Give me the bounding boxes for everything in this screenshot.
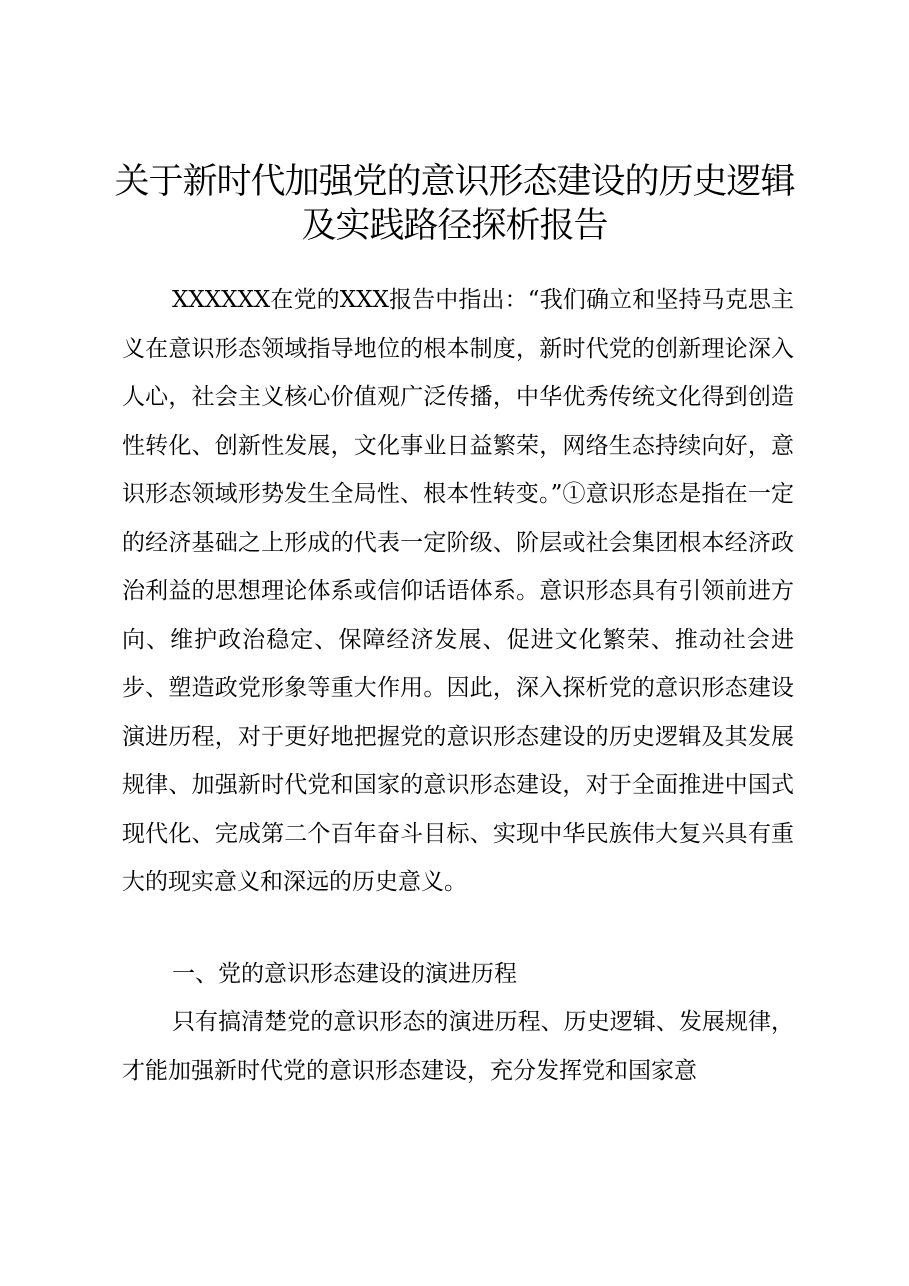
document-title: [0, 160, 909, 248]
title-line-2: 及实践路径探析报告: [301, 206, 608, 246]
section-heading-1: 一、党的意识形态建设的演进历程: [172, 961, 517, 987]
title-line-1: 关于新时代加强党的意识形态建设的历史逻辑: [114, 162, 795, 202]
section-1-paragraph: 只有搞清楚党的意识形态的演进历程、历史逻辑、发展规律，才能加强新时代党的意识形态建设，充分发挥党和国家意: [122, 1009, 794, 1084]
intro-paragraph: XXXXXX在党的XXX报告中指出：“我们确立和坚持马克思主义在意识形态领域指导地位的根本制度，新时代党的创新理论深入人心，社会主义核心价值观广泛传播，中华优秀传统文化得到创造性转化、创新性发展，文化事业日益繁荣，网络生态持续向好，意识形态领域形势发生全局性、根本性转变。”①意识形态是指在一定的经济基础之上形成的代表一定阶级、阶层或社会集团根本经济政治利益的思想理论体系或信仰话语体系。意识形态具有引领前进方向、维护政治稳定、保障经济发展、促进文化繁荣、推动社会进步、塑造政党形象等重大作用。因此，深入探析党的意识形态建设演进历程，对于更好地把握党的意识形态建设的历史逻辑及其发展规律、加强新时代党和国家的意识形态建设，对于全面推进中国式现代化、完成第二个百年奋斗目标、实现中华民族伟大复兴具有重大的现实意义和深远的历史意义。: [122, 287, 794, 895]
